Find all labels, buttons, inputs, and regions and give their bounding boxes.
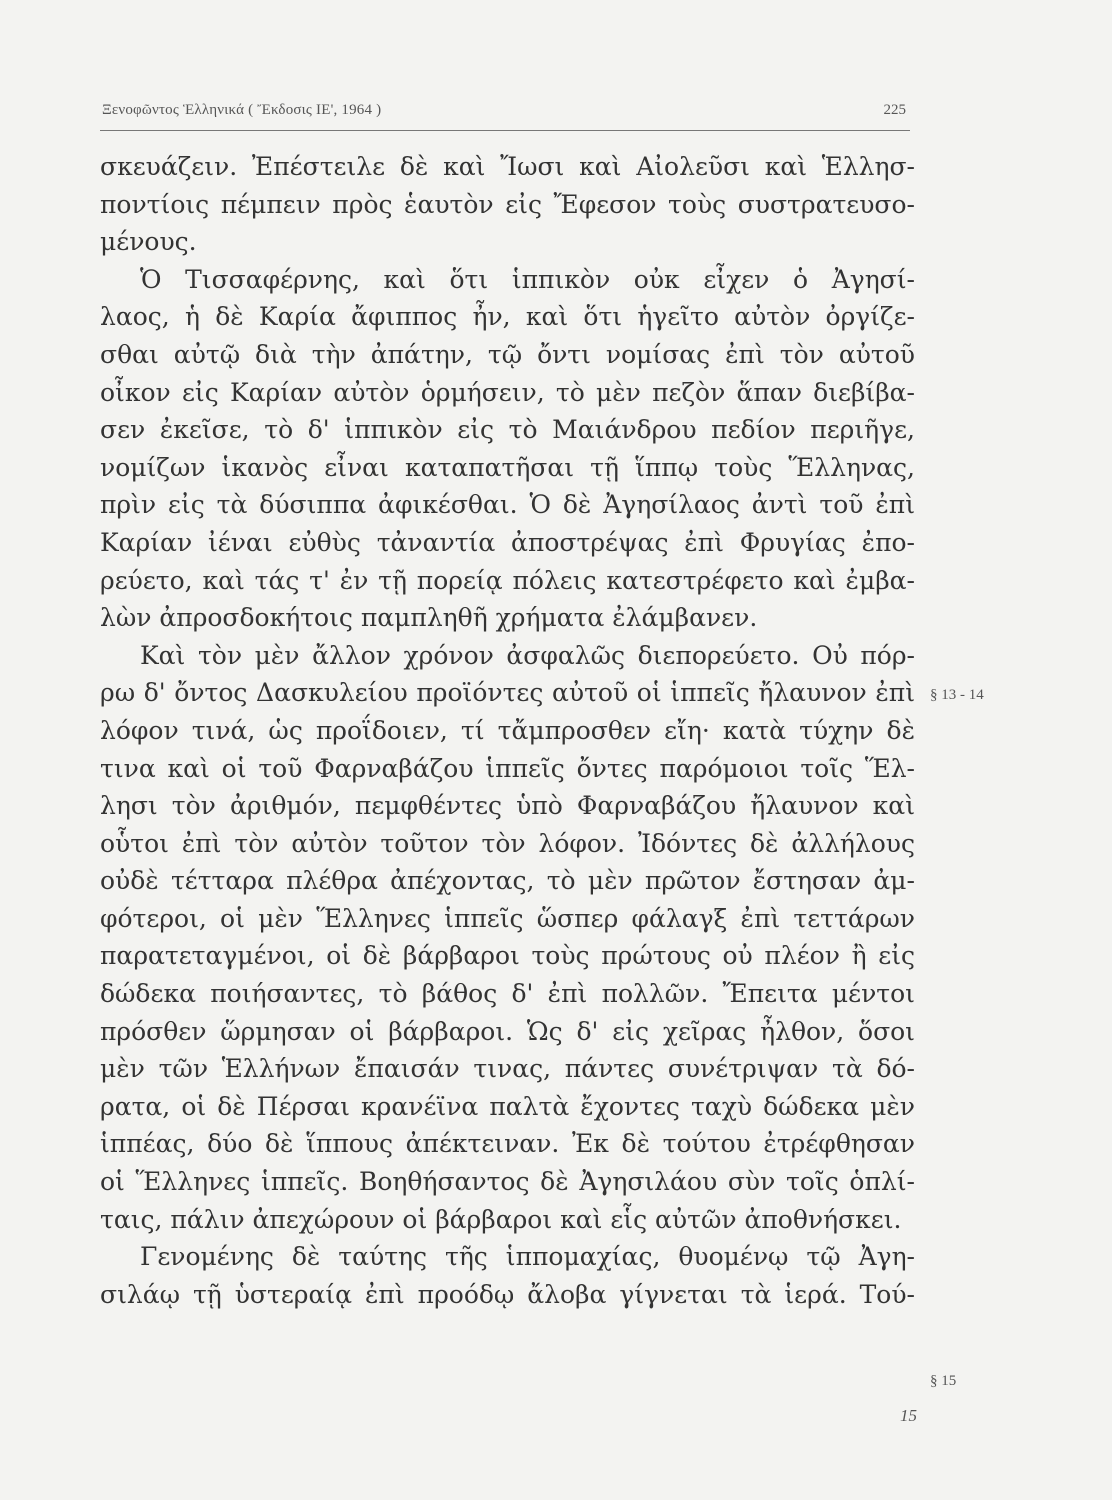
text-line: ταις, πάλιν ἀπεχώρουν οἱ βάρβαροι καὶ εἷς αὐτῶν ἀποθνήσκει.: [100, 1204, 902, 1234]
text-line: Γενομένης δὲ ταύτης τῆς ἱππομαχίας, θυομένῳ τῷ Ἀγη-: [140, 1242, 915, 1272]
text-line: σιλάῳ τῇ ὑστεραίᾳ ἐπὶ προόδῳ ἄλοβα γίγνεται τὰ ἱερά. Τού-: [100, 1279, 915, 1309]
text-line: νομίζων ἱκανὸς εἶναι καταπατῆσαι τῇ ἵππῳ τοὺς Ἕλληνας,: [100, 452, 915, 482]
text-line: πρὶν εἰς τὰ δύσιππα ἀφικέσθαι. Ὁ δὲ Ἀγησίλαος ἀντὶ τοῦ ἐπὶ: [100, 490, 915, 520]
running-header: [100, 98, 910, 126]
text-line: Ὁ Τισσαφέρνης, καὶ ὅτι ἱππικὸν οὐκ εἶχεν ὁ Ἀγησί-: [140, 264, 915, 294]
margin-section-note: § 15: [930, 1373, 957, 1389]
text-line: τινα καὶ οἱ τοῦ Φαρναβάζου ἱππεῖς ὄντες παρόμοιοι τοῖς Ἕλ-: [100, 753, 915, 783]
text-line: λαος, ἡ δὲ Καρία ἄφιππος ἦν, καὶ ὅτι ἡγεῖτο αὐτὸν ὀργίζε-: [100, 302, 915, 332]
text-line: λησι τὸν ἀριθμόν, πεμφθέντες ὑπὸ Φαρναβάζου ἤλαυνον καὶ: [100, 791, 915, 821]
text-line: οὗτοι ἐπὶ τὸν αὐτὸν τοῦτον τὸν λόφον. Ἰδόντες δὲ ἀλλήλους: [100, 828, 915, 858]
margin-section-note: § 13 - 14: [930, 687, 984, 703]
text-line: φότεροι, οἱ μὲν Ἕλληνες ἱππεῖς ὥσπερ φάλαγξ ἐπὶ τεττάρων: [100, 903, 915, 933]
text-line: παρατεταγμένοι, οἱ δὲ βάρβαροι τοὺς πρώτους οὐ πλέον ἢ εἰς: [100, 941, 915, 971]
text-line: σεν ἐκεῖσε, τὸ δ' ἱππικὸν εἰς τὸ Μαιάνδρου πεδίον περιῆγε,: [100, 415, 915, 445]
text-line: οἶκον εἰς Καρίαν αὐτὸν ὁρμήσειν, τὸ μὲν πεζὸν ἅπαν διεβίβα-: [100, 377, 915, 407]
text-line: λὼν ἀπροσδοκήτοις παμπληθῆ χρήματα ἐλάμβανεν.: [100, 603, 758, 633]
text-line: ρατα, οἱ δὲ Πέρσαι κρανέϊνα παλτὰ ἔχοντες ταχὺ δώδεκα μὲν: [100, 1091, 915, 1121]
text-line: ἱππέας, δύο δὲ ἵππους ἀπέκτειναν. Ἐκ δὲ τούτου ἐτρέφθησαν: [100, 1129, 915, 1159]
text-line: οὐδὲ τέτταρα πλέθρα ἀπέχοντας, τὸ μὲν πρῶτον ἔστησαν ἀμ-: [100, 866, 915, 896]
header-rule: [100, 130, 910, 131]
text-line: πρόσθεν ὥρμησαν οἱ βάρβαροι. Ὡς δ' εἰς χεῖρας ἦλθον, ὅσοι: [100, 1016, 915, 1046]
text-line: σθαι αὐτῷ διὰ τὴν ἀπάτην, τῷ ὄντι νομίσας ἐπὶ τὸν αὐτοῦ: [100, 339, 915, 369]
text-line: δώδεκα ποιήσαντες, τὸ βάθος δ' ἐπὶ πολλῶν. Ἔπειτα μέντοι: [100, 979, 915, 1009]
text-line: μένους.: [100, 227, 197, 257]
text-line: Καὶ τὸν μὲν ἄλλον χρόνον ἀσφαλῶς διεπορεύετο. Οὐ πόρ-: [140, 640, 915, 670]
running-title: Ξενοφῶντος Ἑλληνικά ( Ἔκδοσις ΙΕ', 1964 ): [102, 102, 382, 118]
text-line: μὲν τῶν Ἑλλήνων ἔπαισάν τινας, πάντες συνέτριψαν τὰ δό-: [100, 1054, 915, 1084]
body-text: [100, 148, 915, 1313]
text-line: ρεύετο, καὶ τάς τ' ἐν τῇ πορείᾳ πόλεις κατεστρέφετο καὶ ἐμβα-: [100, 565, 915, 595]
signature-mark: 15: [900, 1406, 917, 1425]
page-number: 225: [883, 102, 906, 118]
text-line: λόφον τινά, ὡς προΐδοιεν, τί τἄμπροσθεν εἴη· κατὰ τύχην δὲ: [100, 715, 915, 745]
text-line: οἱ Ἕλληνες ἱππεῖς. Βοηθήσαντος δὲ Ἀγησιλάου σὺν τοῖς ὁπλί-: [100, 1167, 915, 1197]
text-line: σκευάζειν. Ἐπέστειλε δὲ καὶ Ἴωσι καὶ Αἰολεῦσι καὶ Ἑλλησ-: [100, 152, 915, 181]
text-line: Καρίαν ἰέναι εὐθὺς τἀναντία ἀποστρέψας ἐπὶ Φρυγίας ἐπο-: [100, 527, 915, 557]
text-line: ποντίοις πέμπειν πρὸς ἑαυτὸν εἰς Ἔφεσον τοὺς συστρατευσο-: [100, 189, 915, 219]
text-line: ρω δ' ὄντος Δασκυλείου προϊόντες αὐτοῦ οἱ ἱππεῖς ἤλαυνον ἐπὶ: [100, 678, 915, 708]
